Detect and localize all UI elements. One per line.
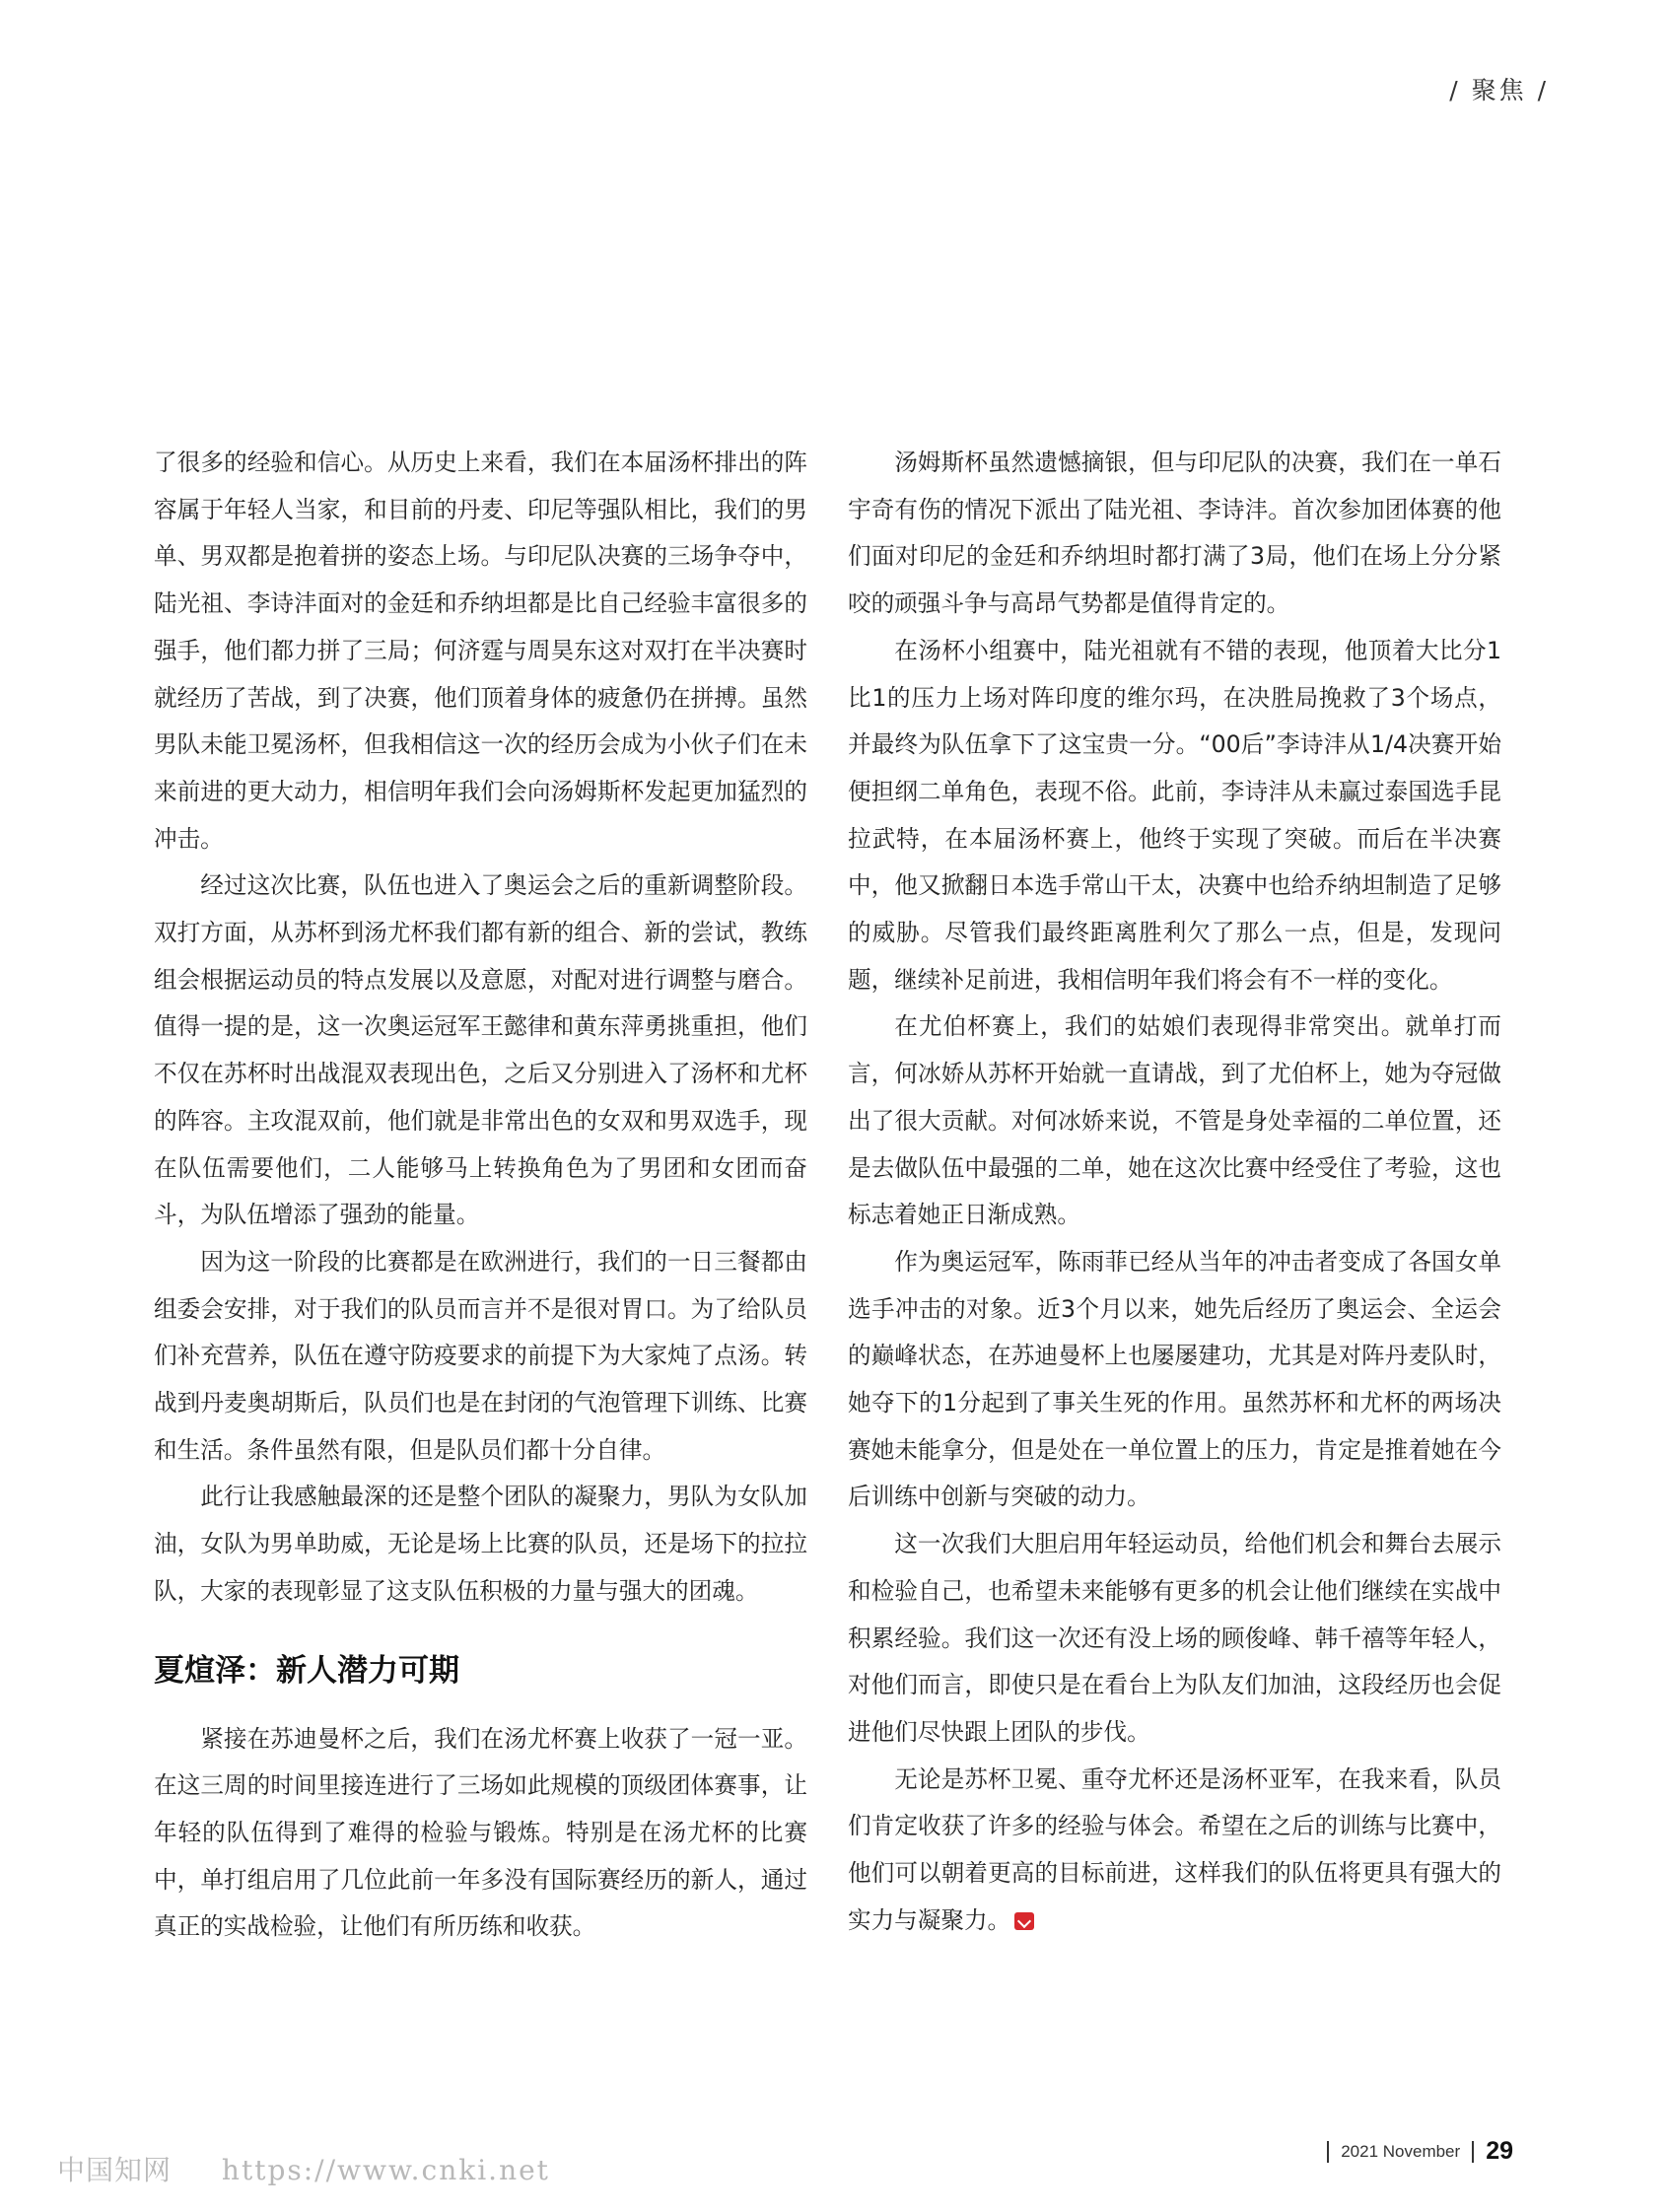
section-tag: / 聚焦 / — [1449, 76, 1549, 104]
paragraph-text: 无论是苏杯卫冕、重夺尤杯还是汤杯亚军，在我来看，队员们肯定收获了许多的经验与体会。希望在之后的训练与比赛中，他们可以朝着更高的目标前进，这样我们的队伍将更具有强大的实力与凝聚力。 — [848, 1764, 1501, 1934]
paragraph: 这一次我们大胆启用年轻运动员，给他们机会和舞台去展示和检验自己，也希望未来能够有更多的机会让他们继续在实战中积累经验。我们这一次还有没上场的顾俊峰、韩千禧等年轻人，对他们而言，即使只是在看台上为队友们加油，这段经历也会促进他们尽快跟上团队的步伐。 — [848, 1530, 1501, 1746]
page-number: 29 — [1486, 2137, 1513, 2165]
issue-date: 2021 November — [1341, 2141, 1461, 2161]
end-mark-icon — [1014, 1912, 1034, 1930]
paragraph: 在汤杯小组赛中，陆光祖就有不错的表现，他顶着大比分1比1的压力上场对阵印度的维尔玛，在决胜局挽救了3个场点，并最终为队伍拿下了这宝贵一分。“00后”李诗沣从1/4决赛开始便担纲二单角色，表现不俗。此前，李诗沣从未赢过泰国选手昆拉武特，在本届汤杯赛上，他终于实现了突破。而后在半决赛中，他又掀翻日本选手常山干太，决赛中也给乔纳坦制造了足够的威胁。尽管我们最终距离胜利欠了那么一点，但是，发现问题，继续补足前进，我相信明年我们将会有不一样的变化。 — [848, 636, 1501, 994]
paragraph: 在尤伯杯赛上，我们的姑娘们表现得非常突出。就单打而言，何冰娇从苏杯开始就一直请战，到了尤伯杯上，她为夺冠做出了很大贡献。对何冰娇来说，不管是身处幸福的二单位置，还是去做队伍中最强的二单，她在这次比赛中经受住了考验，这也标志着她正日渐成熟。 — [848, 1012, 1501, 1229]
footer-divider — [1472, 2141, 1474, 2163]
paragraph: 经过这次比赛，队伍也进入了奥运会之后的重新调整阶段。双打方面，从苏杯到汤尤杯我们都有新的组合、新的尝试，教练组会根据运动员的特点发展以及意愿，对配对进行调整与磨合。值得一提的是，这一次奥运冠军王懿律和黄东萍勇挑重担，他们不仅在苏杯时出战混双表现出色，之后又分别进入了汤杯和尤杯的阵容。主攻混双前，他们就是非常出色的女双和男双选手，现在队伍需要他们，二人能够马上转换角色为了男团和女团而奋斗，为队伍增添了强劲的能量。 — [154, 871, 807, 1229]
right-column — [848, 440, 1501, 1945]
section-heading: 夏煊泽：新人潜力可期 — [154, 1652, 459, 1689]
paragraph: 因为这一阶段的比赛都是在欧洲进行，我们的一日三餐都由组委会安排，对于我们的队员而言并不是很对胃口。为了给队员们补充营养，队伍在遵守防疫要求的前提下为大家炖了点汤。转战到丹麦奥胡斯后，队员们也是在封闭的气泡管理下训练、比赛和生活。条件虽然有限，但是队员们都十分自律。 — [154, 1247, 807, 1464]
paragraph: 了很多的经验和信心。从历史上来看，我们在本届汤杯排出的阵容属于年轻人当家，和目前的丹麦、印尼等强队相比，我们的男单、男双都是抱着拼的姿态上场。与印尼队决赛的三场争夺中，陆光祖、李诗沣面对的金廷和乔纳坦都是比自己经验丰富很多的强手，他们都力拼了三局；何济霆与周昊东这对双打在半决赛时就经历了苦战，到了决赛，他们顶着身体的疲惫仍在拼搏。虽然男队未能卫冕汤杯，但我相信这一次的经历会成为小伙子们在未来前进的更大动力，相信明年我们会向汤姆斯杯发起更加猛烈的冲击。 — [154, 449, 807, 853]
footer-divider — [1327, 2141, 1329, 2163]
paragraph: 作为奥运冠军，陈雨菲已经从当年的冲击者变成了各国女单选手冲击的对象。近3个月以来，她先后经历了奥运会、全运会的巅峰状态，在苏迪曼杯上也屡屡建功，尤其是对阵丹麦队时，她夺下的1分起到了事关生死的作用。虽然苏杯和尤杯的两场决赛她未能拿分，但是处在一单位置上的压力，肯定是推着她在今后训练中创新与突破的动力。 — [848, 1247, 1501, 1511]
paragraph: 紧接在苏迪曼杯之后，我们在汤尤杯赛上收获了一冠一亚。在这三周的时间里接连进行了三场如此规模的顶级团体赛事，让年轻的队伍得到了难得的检验与锻炼。特别是在汤尤杯的比赛中，单打组启用了几位此前一年多没有国际赛经历的新人，通过真正的实战检验，让他们有所历练和收获。 — [154, 1724, 807, 1941]
paragraph-last — [848, 1757, 1501, 1945]
paragraph: 汤姆斯杯虽然遗憾摘银，但与印尼队的决赛，我们在一单石宇奇有伤的情况下派出了陆光祖、李诗沣。首次参加团体赛的他们面对印尼的金廷和乔纳坦时都打满了3局，他们在场上分分紧咬的顽强斗争与高昂气势都是值得肯定的。 — [848, 449, 1501, 618]
watermark — [57, 2149, 550, 2188]
paragraph: 此行让我感触最深的还是整个团队的凝聚力，男队为女队加油，女队为男单助威，无论是场上比赛的队员，还是场下的拉拉队，大家的表现彰显了这支队伍积极的力量与强大的团魂。 — [154, 1483, 807, 1605]
watermark-name: 中国知网 — [57, 2154, 173, 2186]
page-footer — [1315, 2137, 1513, 2166]
watermark-url: https://www.cnki.net — [221, 2154, 550, 2186]
left-column — [154, 440, 807, 1951]
